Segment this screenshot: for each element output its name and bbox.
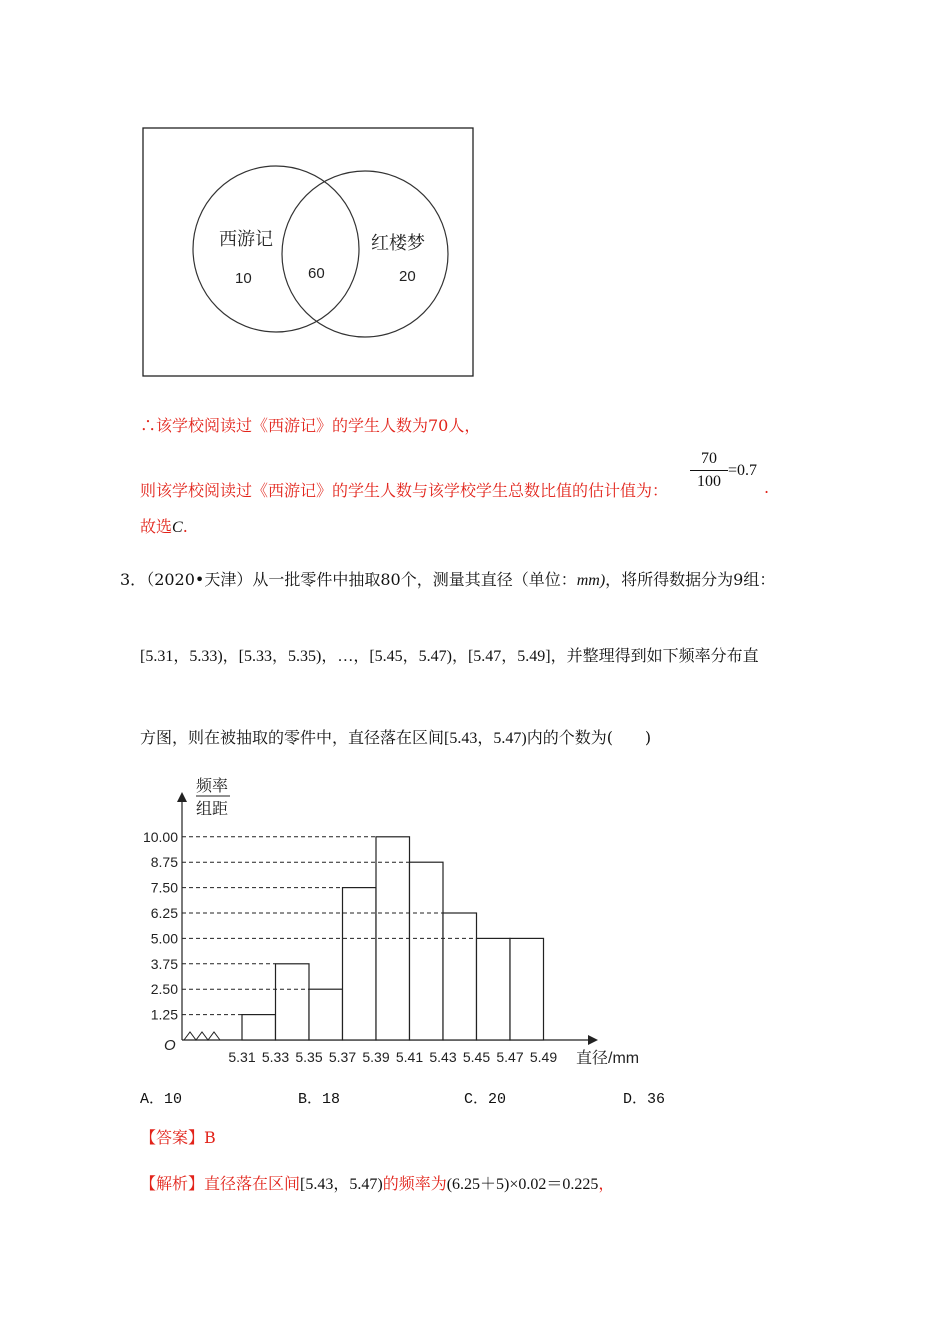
y-tick-label: 8.75 <box>150 854 178 871</box>
venn-left-circle <box>193 166 359 332</box>
y-tick-label: 1.25 <box>150 1006 178 1023</box>
solution-line-2: 则该学校阅读过《西游记》的学生人数与该学校学生总数比值的估计值为： <box>140 481 669 500</box>
option-c: C．20 <box>464 1091 507 1108</box>
chosen-option: C <box>172 519 183 536</box>
fraction-denominator: 100 <box>697 473 721 490</box>
y-tick-label: 5.00 <box>150 930 178 947</box>
analysis-tag: 【解析】 <box>140 1174 205 1193</box>
question-line-3 <box>140 725 651 748</box>
x-tick-label: 5.33 <box>261 1049 290 1065</box>
ratio-fraction <box>690 450 728 491</box>
option-d: D．36 <box>623 1091 666 1108</box>
y-axis-label-numerator: 频率 <box>196 778 229 795</box>
venn-both-count: 60 <box>308 265 325 282</box>
x-tick-label: 5.49 <box>529 1049 558 1065</box>
venn-right-count: 20 <box>399 268 416 285</box>
option-a: A．10 <box>140 1091 183 1108</box>
histogram-bar <box>242 1015 276 1040</box>
question-line-1 <box>120 567 775 590</box>
question-number: 3． <box>120 570 147 589</box>
histogram-bar <box>276 964 310 1040</box>
answer-tag: 【答案】 <box>140 1128 205 1147</box>
answer-value: B <box>204 1128 216 1147</box>
x-tick-label: 5.41 <box>395 1049 424 1065</box>
analysis-line <box>140 1171 614 1194</box>
option-b: B．18 <box>298 1091 341 1108</box>
venn-right-circle <box>282 171 448 337</box>
question-source: （2020•天津）从一批零件中抽取80个，测量其直径（单位： <box>146 570 577 589</box>
y-tick-label: 7.50 <box>150 879 178 896</box>
x-tick-label: 5.45 <box>462 1049 491 1065</box>
x-axis-label: 直径/mm <box>576 1050 640 1067</box>
fraction-numerator: 70 <box>701 450 717 467</box>
analysis-interval: [5.43，5.47) <box>300 1176 383 1193</box>
y-tick-label: 2.50 <box>150 981 178 998</box>
y-tick-label: 10.00 <box>142 828 178 845</box>
histogram-bar <box>443 913 477 1040</box>
y-tick-label: 3.75 <box>150 955 178 972</box>
origin-label: O <box>164 1037 176 1054</box>
axis-break <box>184 1032 220 1040</box>
answer-line <box>140 1125 216 1148</box>
y-tick-label: 6.25 <box>150 905 178 921</box>
unit-text: mm) <box>576 572 606 589</box>
x-tick-label: 5.37 <box>328 1049 357 1065</box>
y-axis-arrow <box>177 792 187 802</box>
question-source-end: ，将所得数据分为9组： <box>605 570 776 589</box>
x-tick-label: 5.39 <box>362 1049 390 1065</box>
analysis-text-2: 的频率为 <box>382 1174 447 1193</box>
solution-line-3 <box>140 514 188 537</box>
analysis-end: ， <box>598 1174 615 1193</box>
question-intervals: [5.31，5.33)，[5.33，5.35)，…，[5.45，5.47)，[5.47，5.49]，并整理得到如下频率分布直 <box>140 648 759 665</box>
histogram-bar <box>410 862 444 1040</box>
x-tick-label: 5.43 <box>429 1049 457 1065</box>
fraction-result: =0.7 <box>728 462 758 479</box>
histogram-bar <box>510 938 544 1040</box>
venn-left-label: 西游记 <box>219 229 273 249</box>
venn-diagram <box>141 126 475 378</box>
analysis-text: 直径落在区间 <box>204 1174 301 1193</box>
solution-line-1: ∴该学校阅读过《西游记》的学生人数为70人， <box>140 416 481 435</box>
histogram-bar <box>343 888 377 1040</box>
histogram-bar <box>477 938 511 1040</box>
x-tick-label: 5.47 <box>496 1049 524 1065</box>
analysis-formula: (6.25＋5)×0.02＝0.225 <box>446 1176 599 1193</box>
fraction-bar <box>690 470 728 471</box>
frequency-histogram <box>120 770 680 1070</box>
venn-right-label: 红楼梦 <box>371 233 425 253</box>
x-tick-label: 5.31 <box>228 1049 256 1065</box>
x-tick-label: 5.35 <box>295 1049 323 1065</box>
y-axis-label-denominator: 组距 <box>196 801 229 818</box>
question-text-b: 内的个数为( ) <box>526 728 652 747</box>
question-text-a: 方图，则在被抽取的零件中，直径落在区间 <box>140 728 445 747</box>
choose-end: . <box>182 517 188 536</box>
x-axis-arrow <box>588 1035 598 1045</box>
choose-text: 故选 <box>140 517 173 536</box>
histogram-bar <box>309 989 343 1040</box>
solution-line-2-end: . <box>764 478 770 497</box>
question-interval: [5.43，5.47) <box>444 730 527 747</box>
venn-left-count: 10 <box>235 270 252 287</box>
